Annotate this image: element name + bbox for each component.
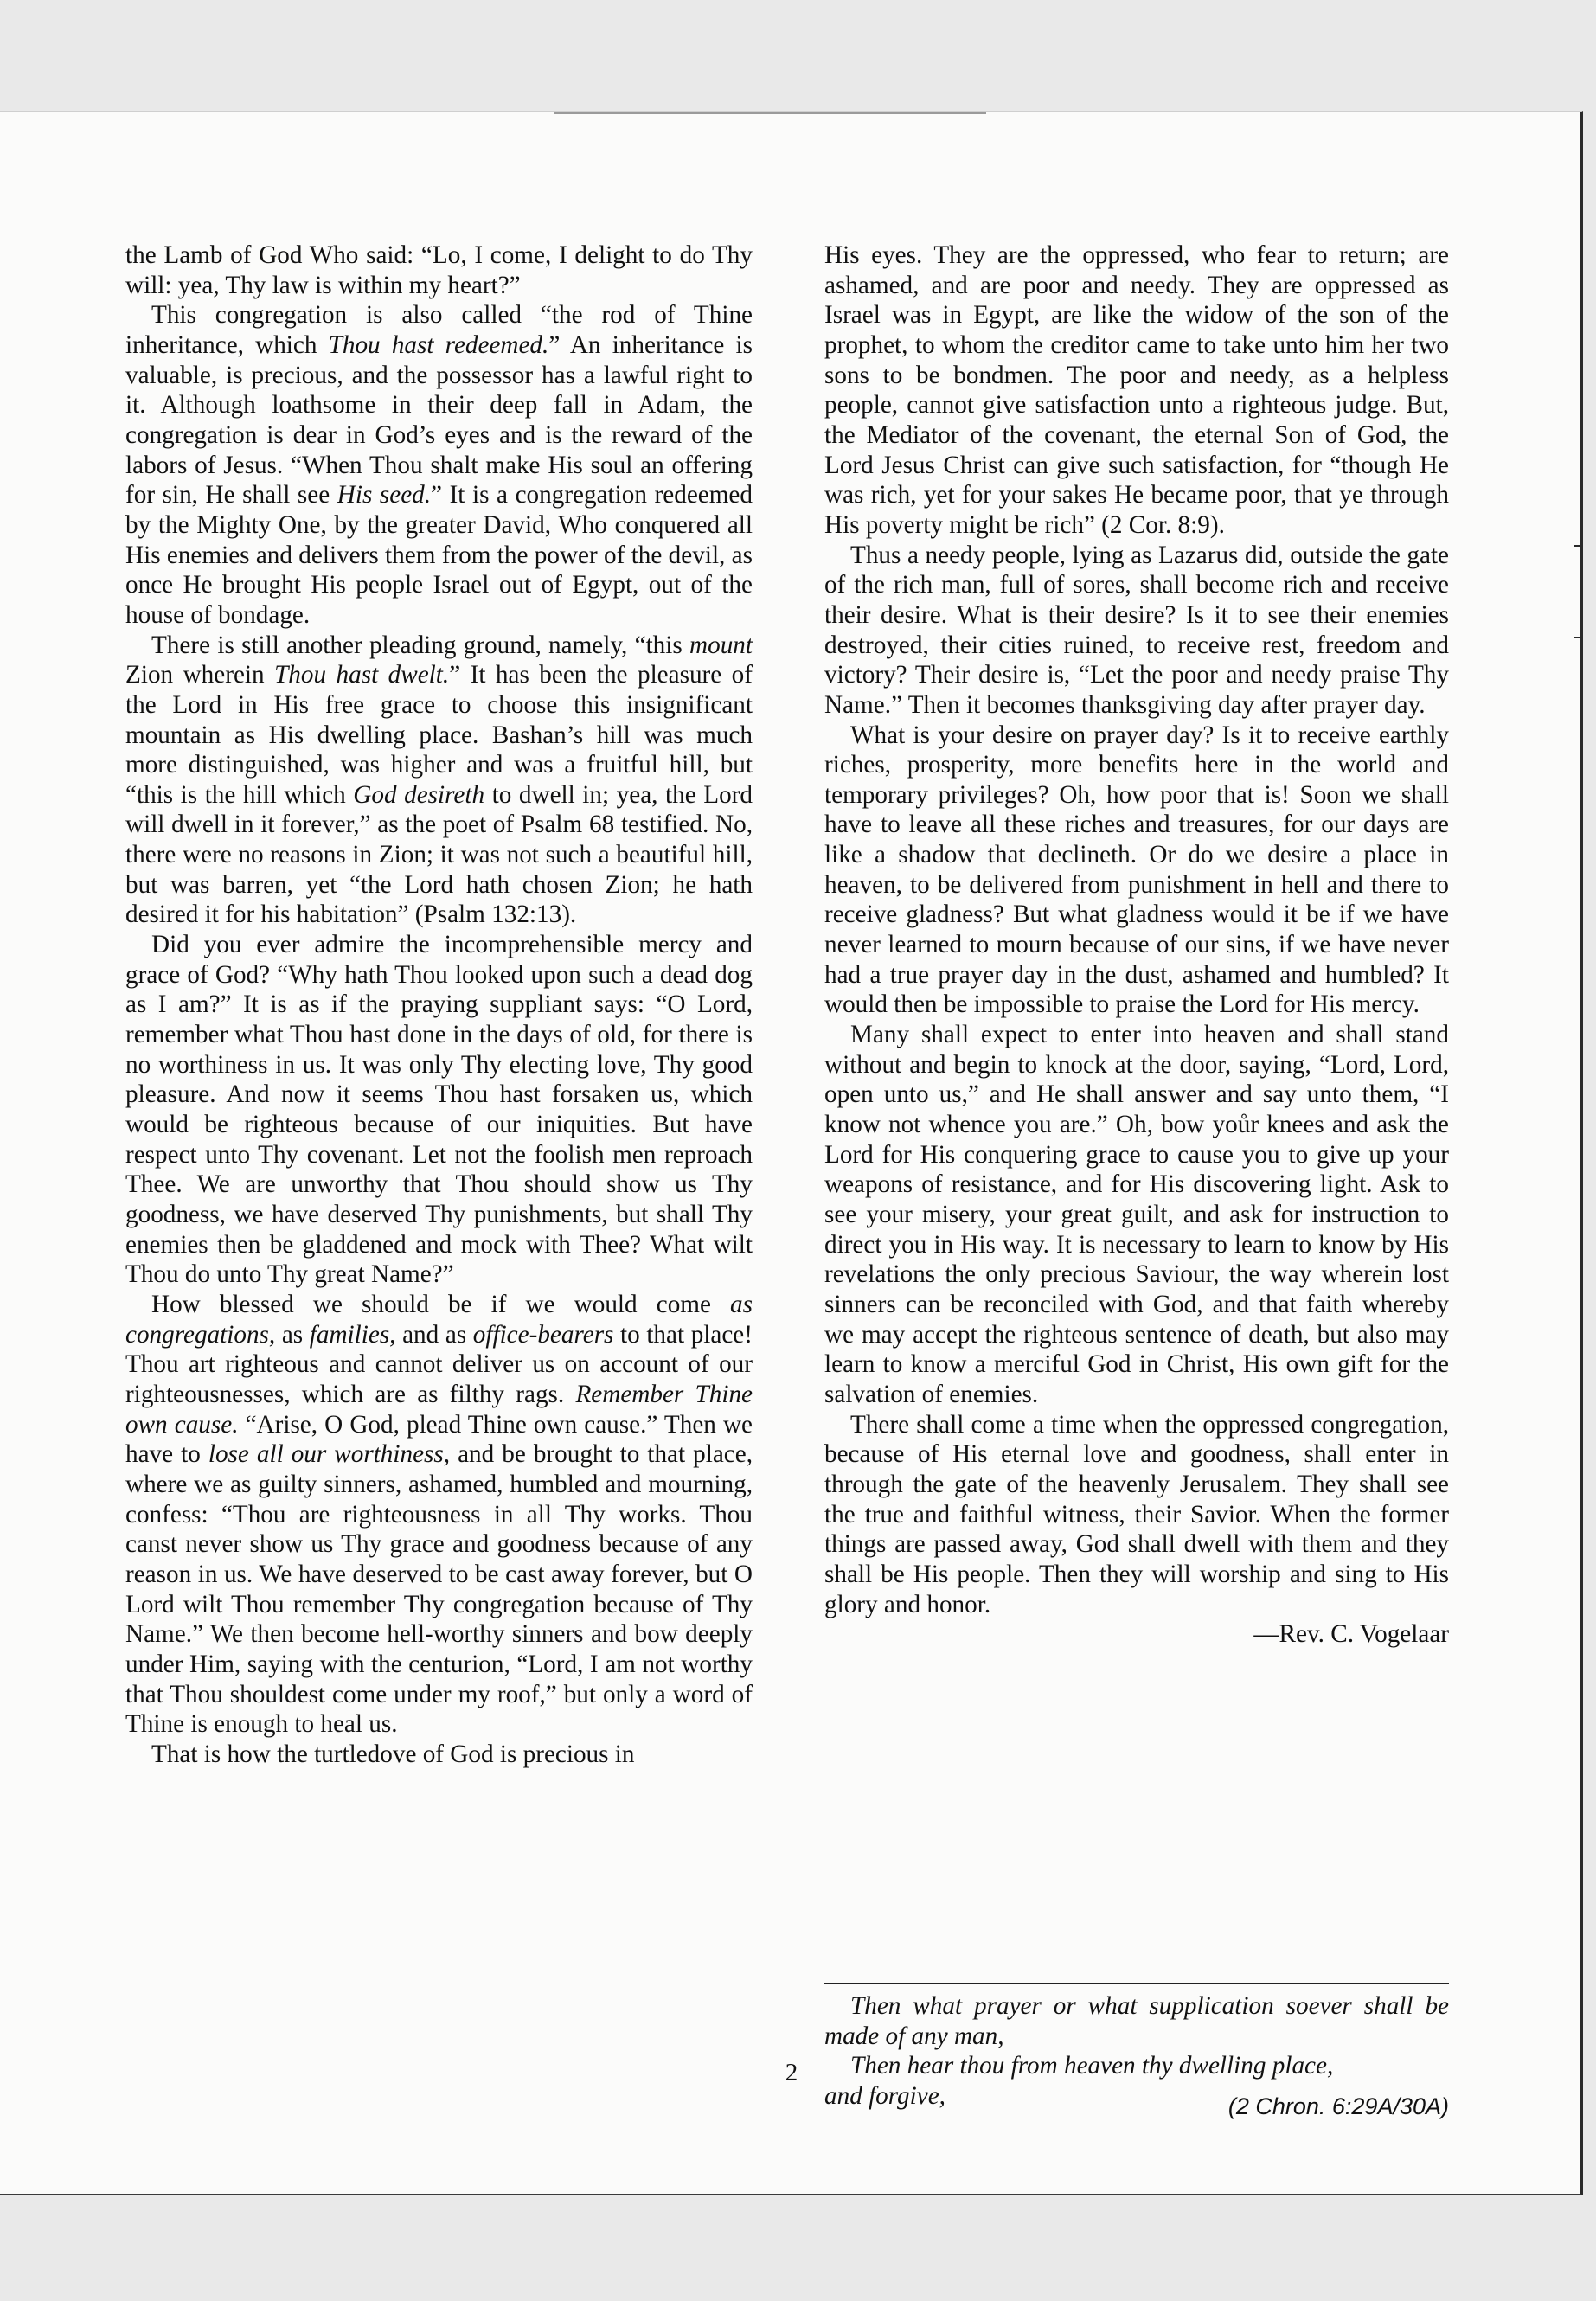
paragraph: There shall come a time when the oppressed congregation, because of His eternal love and goodness, shall enter in through the gate of the heavenly Jerusalem. They shall see the true and faithful witness, their Savior. When the former things are passed away, God shall dwell with them and they shall be His people. Then they will worship and sing to His glory and honor. —Rev. C. Vogelaar (824, 1410, 1449, 1649)
document-page (0, 111, 1583, 2195)
paragraph: How blessed we should be if we would come as congregations, as families, and as office-bearers to that place! Thou art righteous and cannot deliver us on account of our righteousnesses, which are as filthy rags. Remember Thine own cause. “Arise, O God, plead Thine own cause.” Then we have to lose all our worthiness, and be brought to that place, where we as guilty sinners, ashamed, humbled and mourning, confess: “Thou are righteousness in all Thy works. Thou canst never show us Thy grace and goodness because of any reason in us. We have deserved to be cast away forever, but O Lord wilt Thou remember Thy congregation because of Thy Name.” We then become hell-worthy sinners and bow deeply under Him, saying with the centurion, “Lord, I am not worthy that Thou shouldest come under my roof,” but only a word of Thine is enough to heal us. (125, 1290, 753, 1739)
margin-tick-mark (1574, 545, 1583, 547)
right-column (824, 240, 1449, 1650)
left-column (125, 240, 753, 1769)
paragraph: His eyes. They are the oppressed, who fear to return; are ashamed, and are poor and needy. They are oppressed as Israel was in Egypt, are like the widow of the son of the prophet, to whom the creditor came to take unto him her two sons to be bondmen. The poor and needy, as a helpless people, cannot give satisfaction unto a righteous judge. But, the Mediator of the covenant, the eternal Son of God, the Lord Jesus Christ can give such satisfaction, for “though He was rich, yet for your sakes He became poor, that ye through His poverty might be rich” (2 Cor. 8:9). (824, 241, 1449, 539)
paragraph: That is how the turtledove of God is precious in (151, 1740, 635, 1768)
author-signature: —Rev. C. Vogelaar (1253, 1620, 1449, 1649)
paragraph: Did you ever admire the incomprehensible mercy and grace of God? “Why hath Thou looked upon such a dead dog as I am?” It is as if the praying suppliant says: “O Lord, remember what Thou hast done in the days of old, for there is no worthiness in us. It was only Thy electing love, Thy good pleasure. And now it seems Thou hast forsaken us, which would be righteous because of our iniquities. But have respect unto Thy covenant. Let not the foolish men reproach Thee. We are unworthy that Thou should show us Thy goodness, we have deserved Thy punishments, but shall Thy enemies then be gladdened and mock with Thee? What wilt Thou do unto Thy great Name?” (125, 931, 753, 1289)
quote-line: Then what prayer or what supplication soever shall be made of any man, (824, 1992, 1449, 2050)
paragraph: There is still another pleading ground, namely, “this mount Zion wherein Thou hast dwelt.” It has been the pleasure of the Lord in His free grace to choose this insignificant mountain as His dwelling place. Bashan’s hill was much more distinguished, was higher and was a fruitful hill, but “this is the hill which God desireth to dwell in; yea, the Lord will dwell in it forever,” as the poet of Psalm 68 testified. No, there were no reasons in Zion; it was not such a beautiful hill, but was barren, yet “the Lord hath chosen Zion; he hath desired it for his habitation” (Psalm 132:13). (125, 631, 753, 929)
margin-tick-mark (1574, 637, 1583, 638)
divider-rule (824, 1983, 1449, 1984)
scripture-quote (824, 1991, 1449, 2122)
paragraph: What is your desire on prayer day? Is it to receive earthly riches, prosperity, more benefits here in the world and temporary privileges? Oh, how poor that is! Soon we shall have to leave all these riches and treasures, for our days are like a shadow that declineth. Or do we desire a place in heaven, to be delivered from punishment in hell and there to receive gladness? But what gladness would it be if we have never learned to mourn because of our sins, if we have never had a true prayer day in the dust, ashamed and humbled? It would then be impossible to praise the Lord for His mercy. (824, 721, 1449, 1019)
page-number: 2 (785, 2059, 798, 2086)
paragraph: Thus a needy people, lying as Lazarus did, outside the gate of the rich man, full of sores, shall become rich and receive their desire. What is their desire? Is it to see their enemies destroyed, their cities ruined, to receive rest, freedom and victory? Their desire is, “Let the poor and needy praise Thy Name.” Then it becomes thanksgiving day after prayer day. (824, 541, 1449, 719)
quote-line: Then hear thou from heaven thy dwelling place, (850, 2052, 1334, 2080)
scripture-reference: (2 Chron. 6:29A/30A) (1227, 2093, 1449, 2119)
paragraph: Many shall expect to enter into heaven and shall stand without and begin to knock at the door, saying, “Lord, Lord, open unto us,” and He shall answer and say unto them, “I know not whence you are.” Oh, bow yoůr knees and ask the Lord for His conquering grace to cause you to give up your weapons of resistance, and for His discovering light. Ask to see your misery, your great guilt, and ask for instruction to direct you in His way. It is necessary to learn to know by His revelations the only precious Saviour, the way wherein lost sinners can be reconciled with God, and that faith whereby we may accept the righteous sentence of death, but also may learn to know a merciful God in Christ, His own gift for the salvation of enemies. (824, 1021, 1449, 1408)
scan-edge-line (554, 112, 986, 114)
paragraph: the Lamb of God Who said: “Lo, I come, I delight to do Thy will: yea, Thy law is within my heart?” (125, 241, 753, 299)
paragraph: This congregation is also called “the rod of Thine inheritance, which Thou hast redeemed.” An inheritance is valuable, is precious, and the possessor has a lawful right to it. Although loathsome in their deep fall in Adam, the congregation is dear in God’s eyes and is the reward of the labors of Jesus. “When Thou shalt make His soul an offering for sin, He shall see His seed.” It is a congregation redeemed by the Mighty One, by the greater David, Who conquered all His enemies and delivers them from the power of the devil, as once He brought His people Israel out of Egypt, out of the house of bondage. (125, 301, 753, 629)
quote-line: and forgive, (2 Chron. 6:29A/30A) (824, 2081, 1449, 2122)
